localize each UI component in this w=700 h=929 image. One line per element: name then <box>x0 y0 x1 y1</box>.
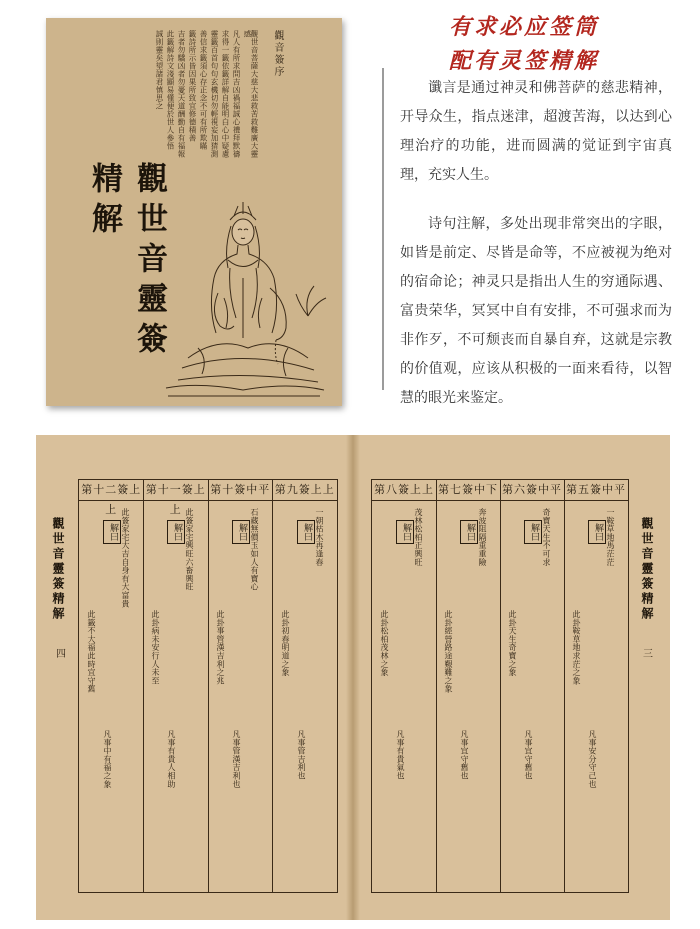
side-title-right: 觀世音靈簽精解 <box>640 517 654 622</box>
column-header: 第十一簽上上 <box>145 483 206 516</box>
explain-text: 此卦事管漢吉利之兆 <box>216 610 225 685</box>
explain-text: 此籤不大福此時宜守舊 <box>87 610 96 693</box>
column-divider <box>564 480 565 892</box>
explain-text: 此卦松柏茂林之象 <box>380 610 389 677</box>
explain-text: 此卦經營路途艱難之象 <box>444 610 453 693</box>
preface-column: 凡人有所求問吉凶禍福誠心禮拜默禱 <box>232 30 241 158</box>
explain-text: 此卦初春明道之象 <box>281 610 290 677</box>
poem-text: 一朝枯木再逢春 <box>315 508 324 567</box>
explain-text: 此卦天生奇寶之象 <box>508 610 517 677</box>
poem-text: 一鞍草地馬茫茫 <box>606 508 615 567</box>
column-divider <box>208 480 209 892</box>
right-page-table <box>371 479 629 893</box>
left-page-table <box>78 479 338 893</box>
column-header: 第七簽中下 <box>438 483 498 496</box>
poem-text: 石藏無價玉如人有寶心 <box>250 508 259 591</box>
preface-column: 善信求籤須心存正念不可有所欺瞞 <box>199 30 208 150</box>
cover-title: 觀世音靈簽精解 <box>86 162 167 362</box>
slogan-line-1: 有求必应签筒 <box>448 14 599 40</box>
preface-column: 籤詩所示皆因果所致宜修德積善 <box>188 30 197 142</box>
column-header: 第六簽中平 <box>502 483 562 496</box>
explain-text: 此卦病未安行人未至 <box>151 610 160 685</box>
jie-label: 解曰 <box>460 520 478 544</box>
preface-column: 此籤解詩文淺顯易懂便於世人參悟 <box>166 30 175 150</box>
preface-column: 誠則靈矣望諸君慎思之 <box>155 30 164 110</box>
column-divider <box>143 480 144 892</box>
book-spine <box>346 435 360 920</box>
preface-column: 觀世音菩薩大慈大悲救苦救難廣大靈感 <box>243 30 259 158</box>
divider-line <box>382 68 384 390</box>
explain-text: 此卦鞍草地求茫之象 <box>572 610 581 685</box>
slogan-line-2: 配有灵签精解 <box>448 48 599 74</box>
preface-column: 靈籤百首句句玄機切勿輕視妄加猜測 <box>210 30 219 158</box>
page-number-right: 三 <box>643 649 653 660</box>
jie-label: 解曰 <box>232 520 250 544</box>
note-text: 凡事管吉利也 <box>297 730 306 780</box>
poem-text: 茂林松柏正興旺 <box>414 508 423 567</box>
poem-text: 此簽家宅興旺六畜興旺 <box>185 508 194 591</box>
open-booklet <box>36 435 670 925</box>
jie-label: 解曰 <box>297 520 315 544</box>
note-text: 凡事管漢吉利也 <box>232 730 241 789</box>
column-divider <box>272 480 273 892</box>
side-title-left: 觀世音靈簽精解 <box>51 517 65 622</box>
left-page <box>36 435 353 920</box>
preface-column: 求得一籤依籤詳解自能明白心中疑慮 <box>221 30 230 158</box>
column-divider <box>436 480 437 892</box>
intro-paragraph-1: 谶言是通过神灵和佛菩萨的慈悲精神，开导众生，指点迷津，超渡苦海，以达到心理治疗的功能，进而圆满的觉证到宇宙真理，充实人生。 <box>400 80 672 183</box>
poem-text: 奔波阻隔重重險 <box>478 508 487 567</box>
guanyin-figure-icon <box>158 198 328 398</box>
note-text: 凡事宜守舊也 <box>524 730 533 780</box>
jie-label: 解曰 <box>167 520 185 544</box>
column-header: 第五簽中平 <box>566 483 626 496</box>
column-divider <box>500 480 501 892</box>
booklet-cover <box>46 18 342 406</box>
intro-paragraph-2: 诗句注解，多处出现非常突出的字眼，如皆是前定、尽皆是命等，不应被视为绝对的宿命论；神灵只是指出人生的穷通际遇、富贵荣华，冥冥中自有安排，不可强求而为非作歹，不可颓丧而自暴自弃，这就是宗教的价值观，应该从积极的一面来看待，以智慧的眼光来鉴定。 <box>400 216 672 406</box>
column-header: 第十簽中平 <box>210 483 271 496</box>
poem-text: 奇寶天生不可求 <box>542 508 551 567</box>
note-text: 凡事有貴人相助 <box>167 730 176 789</box>
column-header: 第九簽上上 <box>274 483 335 496</box>
preface-column: 吉者勿驕凶者勿憂天道酬勤自有福報 <box>177 30 186 158</box>
poem-text: 此簽家宅大吉自身有大富貴 <box>121 508 130 608</box>
jie-label: 解曰 <box>524 520 542 544</box>
note-text: 凡事有貴氣也 <box>396 730 405 780</box>
jie-label: 解曰 <box>396 520 414 544</box>
page-number-left: 四 <box>56 649 66 660</box>
note-text: 凡事宜守舊也 <box>460 730 469 780</box>
preface-title: 觀音簽序 <box>272 30 283 78</box>
column-header: 第十二簽上上 <box>81 483 142 516</box>
note-text: 凡事安分守己也 <box>588 730 597 789</box>
jie-label: 解曰 <box>103 520 121 544</box>
column-header: 第八簽上上 <box>374 483 434 496</box>
preface-text <box>58 30 258 162</box>
right-page <box>353 435 670 920</box>
note-text: 凡事中有福之象 <box>103 730 112 789</box>
jie-label: 解曰 <box>588 520 606 544</box>
